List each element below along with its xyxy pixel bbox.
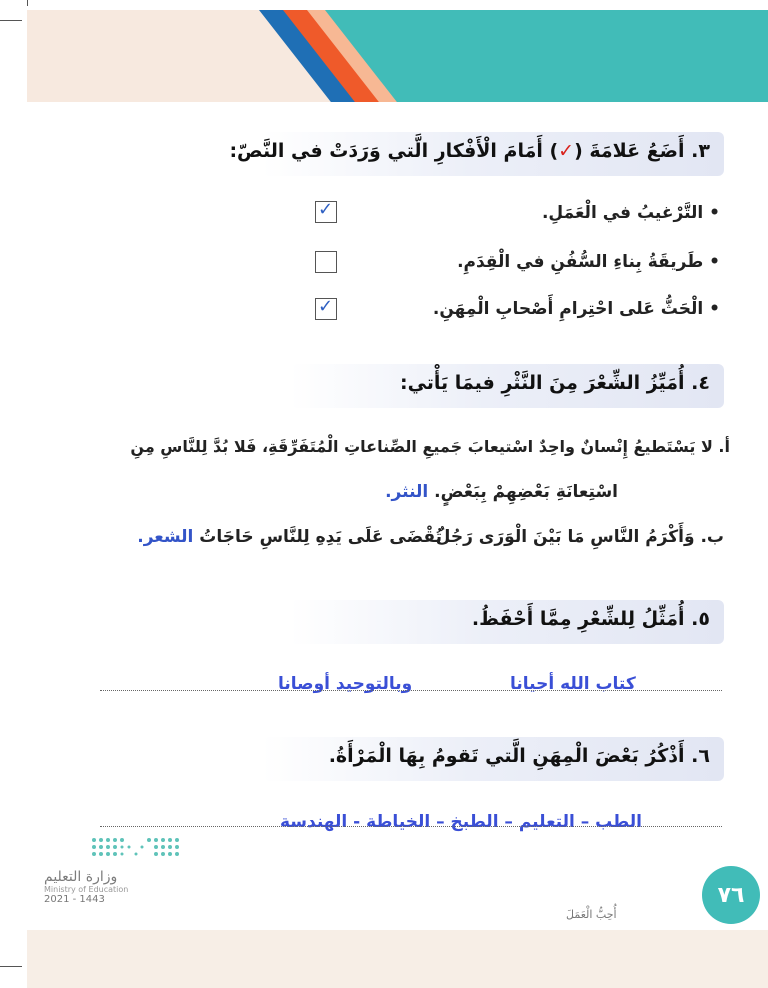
q3-item-2: • طَريقَةُ بِناءِ السُّفُنِ في الْقِدَمِ. [457,252,720,272]
page-header-banner [27,10,768,102]
crop-mark [0,966,22,967]
crop-mark [27,0,28,6]
checkmark-icon: ✓ [318,199,334,220]
q3-title [229,140,710,162]
q4-a-line2-text: اسْتِعانَةِ بَعْضِهِمْ بِبَعْضٍ. [434,482,618,502]
page-footer [27,930,768,988]
checkmark-icon: ✓ [318,296,334,317]
ministry-name-en: Ministry of Education [44,885,129,894]
ministry-year: 2021 - 1443 [44,894,105,905]
crop-mark [0,20,22,21]
ministry-dots-icon [44,836,184,865]
q4-title: ٤. أُمَيِّزُ الشِّعْرَ مِنَ النَّثْرِ فيمَا يَأْتي: [399,372,710,394]
q3-title-part1: ٣. أَضَعُ عَلامَةَ ( [574,140,710,162]
q6-answer: الطب – التعليم – الطبخ – الخياطة - الهندسة [280,812,642,832]
q4-b-part2 [137,527,442,547]
q3-item-3: • الْحَثُّ عَلى احْتِرامِ أَصْحابِ الْمِهَنِ. [432,299,720,319]
q3-checkbox-3[interactable] [315,298,337,320]
q3-checkbox-1[interactable] [315,201,337,223]
q4-a-answer: النثر. [385,482,429,502]
q5-answer-1: كتاب الله أحيانا [510,674,636,694]
q6-title: ٦. أَذْكُرُ بَعْضَ الْمِهَنِ الَّتي تَقومُ بِهَا الْمَرْأَةُ. [328,745,710,767]
q5-answer-2: وبالتوحيد أوصانا [278,674,413,694]
q6-answer-line [100,826,722,827]
q3-item-1: • التَّرْغيبُ في الْعَمَلِ. [541,203,720,223]
q4-a-line2 [385,482,618,502]
q4-b-part2-text: تُقْضَى عَلَى يَدِهِ لِلنَّاسِ حَاجَاتُ [199,527,442,547]
q5-title: ٥. أُمَثِّلُ لِلشِّعْرِ مِمَّا أَحْفَظُ. [471,608,710,630]
q5-title-bar [290,600,724,644]
q5-answer-line [100,690,722,691]
q4-b-answer: الشعر. [137,527,194,547]
ministry-name-ar: وزارة التعليم [44,869,118,885]
q4-b-part1: ب. وَأَكْرَمُ النَّاسِ مَا بَيْنَ الْوَرَى رَجُلٌ [435,527,724,547]
q4-title-bar [290,364,724,408]
q3-checkbox-2[interactable] [315,251,337,273]
q3-title-part2: ) أَمَامَ الْأَفْكارِ الَّتي وَرَدَتْ في النَّصّ: [229,140,559,162]
q6-title-bar [262,737,724,781]
page-number: ٧٦ [702,866,760,924]
q3-title-bar [229,132,724,176]
ministry-logo [44,836,184,905]
q4-a-line1: أ. لا يَسْتَطيعُ إِنْسانٌ واحِدٌ اسْتيعابَ جَميعِ الصِّناعاتِ الْمُتَفَرِّقَةِ، فَلا بُدَّ لِلنَّاسِ مِنِ [130,437,730,456]
header-stripe-teal [325,10,768,102]
book-title: أُحِبُّ الْعَمَلَ [566,908,617,921]
check-mark-icon: ✓ [558,140,575,162]
